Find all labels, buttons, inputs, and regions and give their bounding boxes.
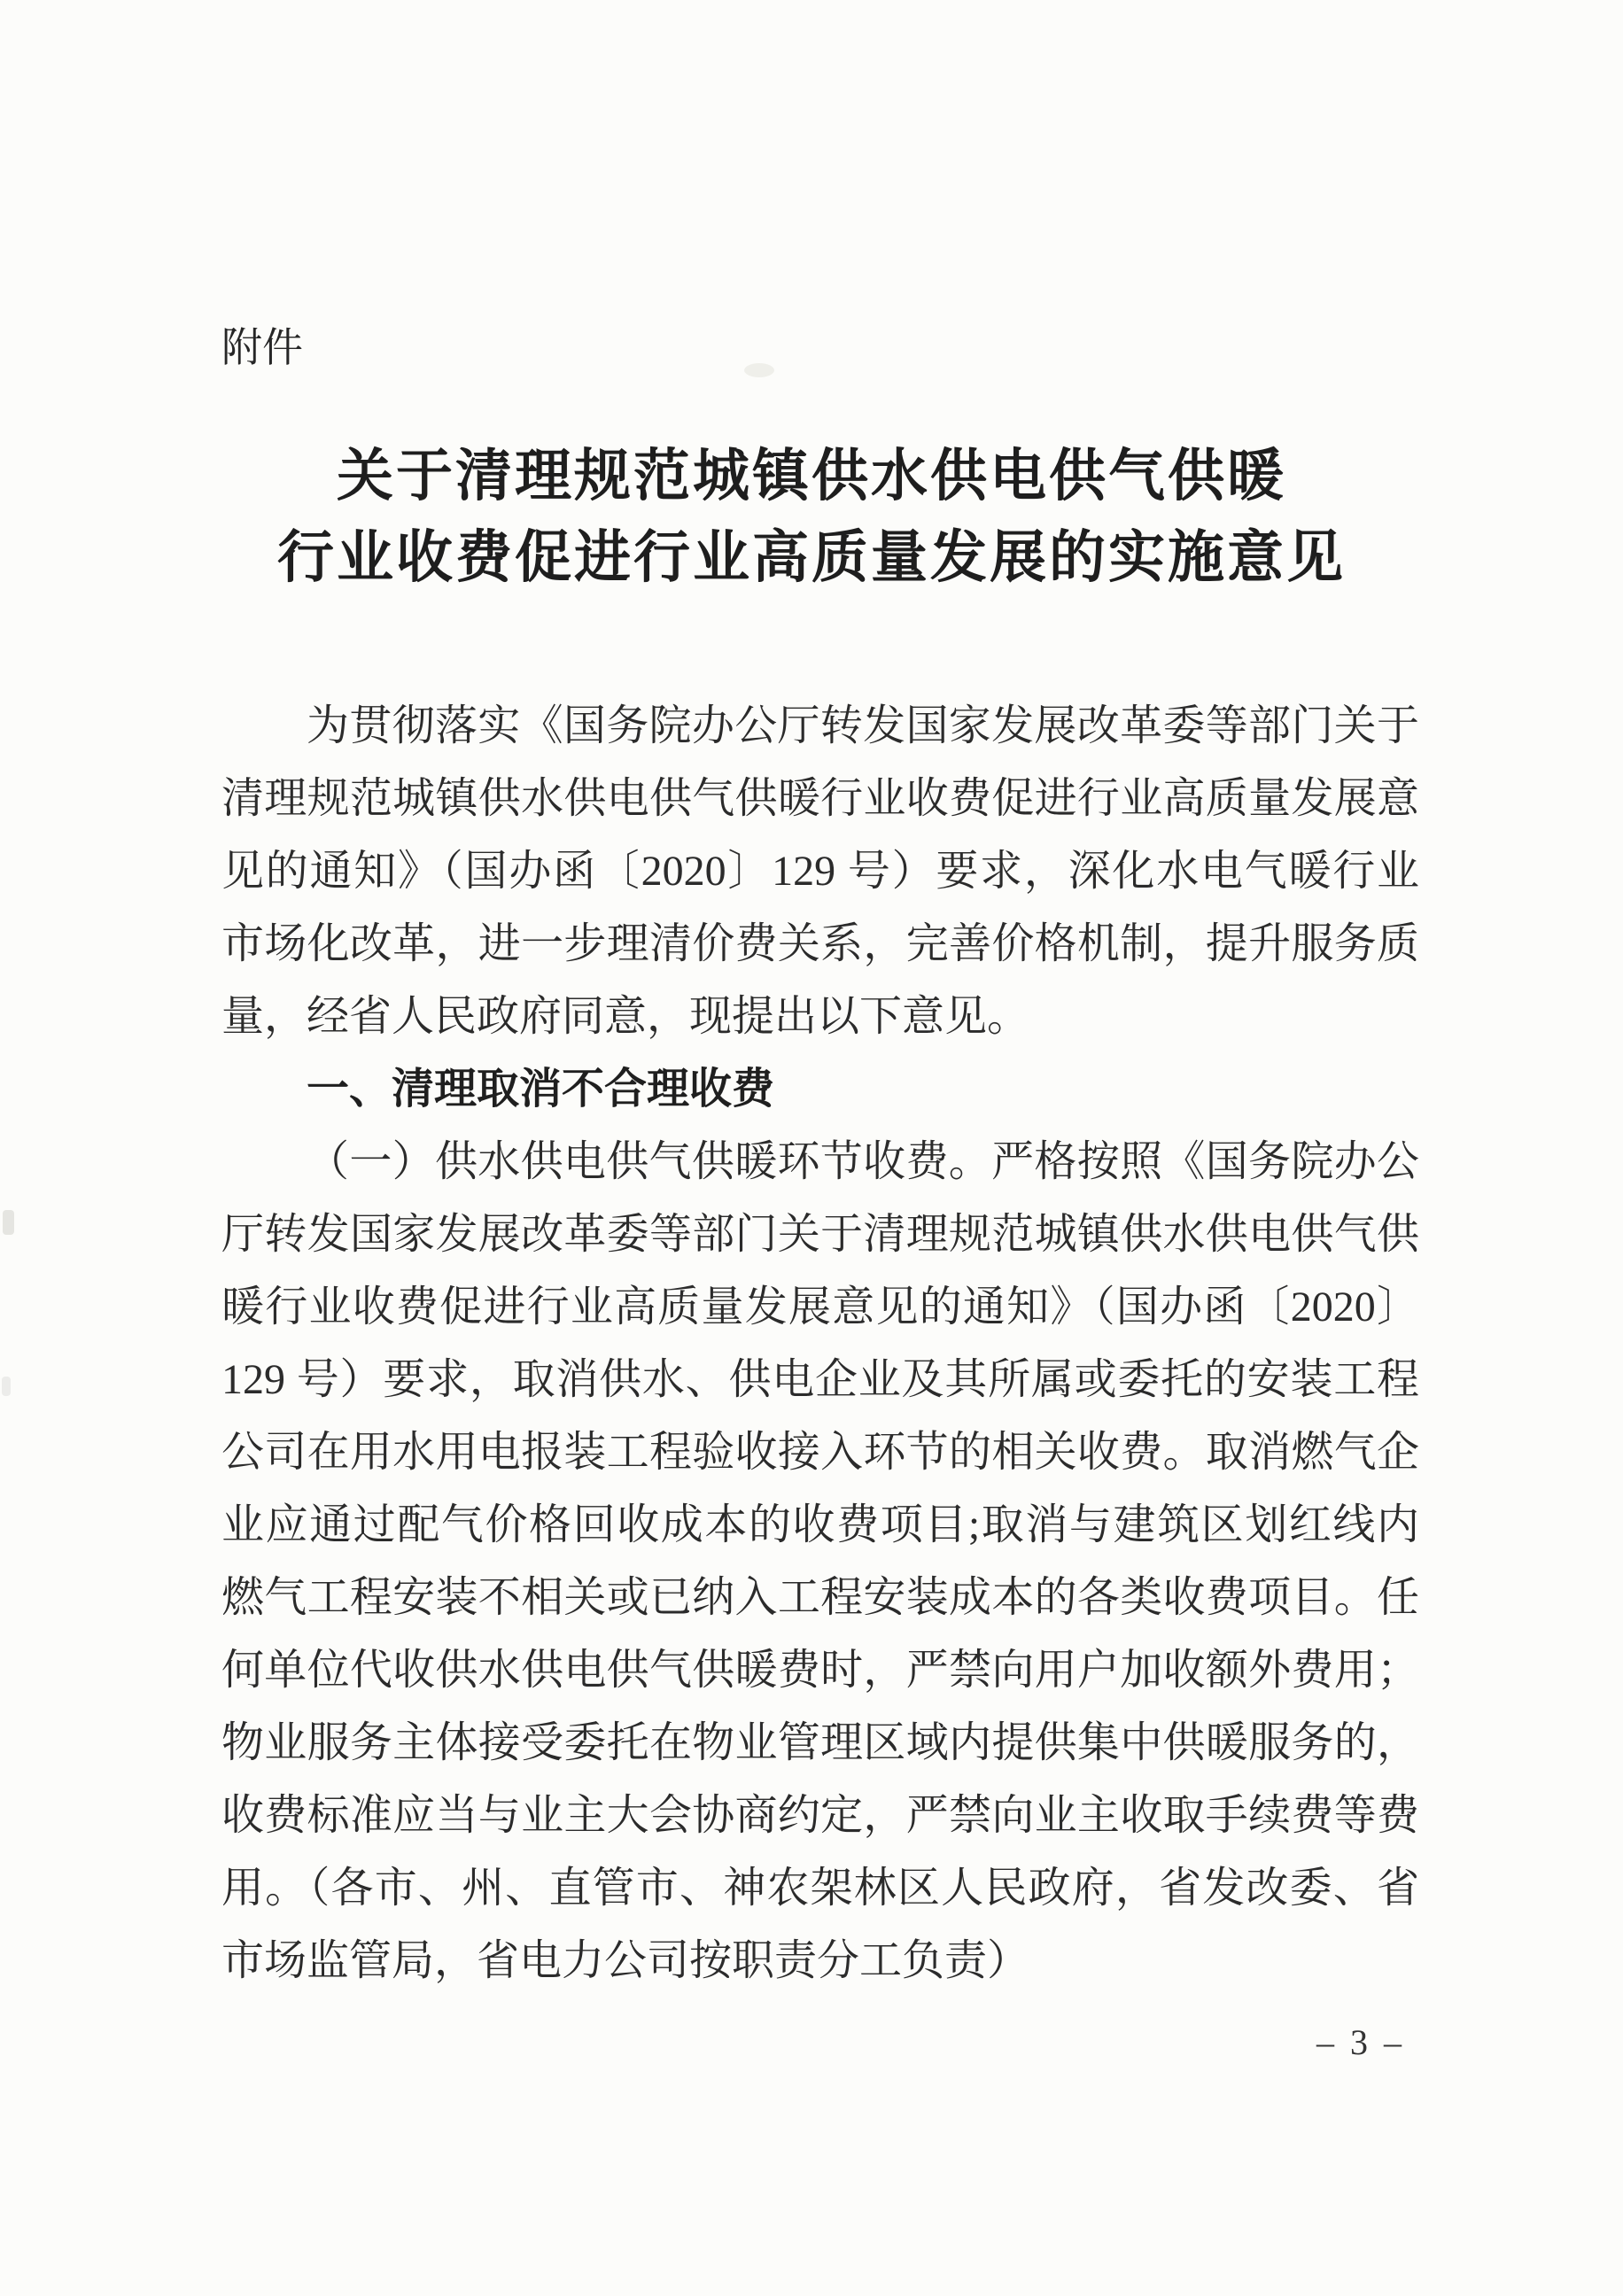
document-body <box>221 690 1419 1997</box>
scan-artifact <box>744 363 774 377</box>
document-title-line-2: 行业收费促进行业高质量发展的实施意见 <box>277 526 1346 589</box>
document-title <box>214 436 1409 599</box>
scan-artifact <box>3 1210 14 1235</box>
paragraph-section-one: （一）供水供电供气供暖环节收费。严格按照《国务院办公厅转发国家发展改革委等部门关于清理规范城镇供水供电供气供暖行业收费促进行业高质量发展意见的通知》（国办函〔2020〕129 号）要求，取消供水、供电企业及其所属或委托的安装工程公司在用水用电报装工程验收接入环节的相关收费。取消燃气企业应通过配气价格回收成本的收费项目;取消与建筑区划红线内燃气工程安装不相关或已纳入工程安装成本的各类收费项目。任何单位代收供水供电供气供暖费时，严禁向用户加收额外费用；物业服务主体接受委托在物业管理区域内提供集中供暖服务的，收费标准应当与业主大会协商约定，严禁向业主收取手续费等费用。（各市、州、直管市、神农架林区人民政府，省发改委、省市场监管局，省电力公司按职责分工负责） <box>221 1138 1419 1984</box>
paragraph-intro: 为贯彻落实《国务院办公厅转发国家发展改革委等部门关于清理规范城镇供水供电供气供暖行业收费促进行业高质量发展意见的通知》（国办函〔2020〕129 号）要求，深化水电气暖行业市场化改革，进一步理清价费关系，完善价格机制，提升服务质量，经省人民政府同意，现提出以下意见。 <box>221 702 1419 1040</box>
section-heading: 一、清理取消不合理收费 <box>307 1066 775 1113</box>
attachment-label: 附件 <box>221 324 303 370</box>
document-title-line-1: 关于清理规范城镇供水供电供气供暖 <box>337 445 1286 508</box>
page-number: – 3 – <box>1316 2022 1405 2062</box>
scan-artifact <box>2 1377 11 1396</box>
